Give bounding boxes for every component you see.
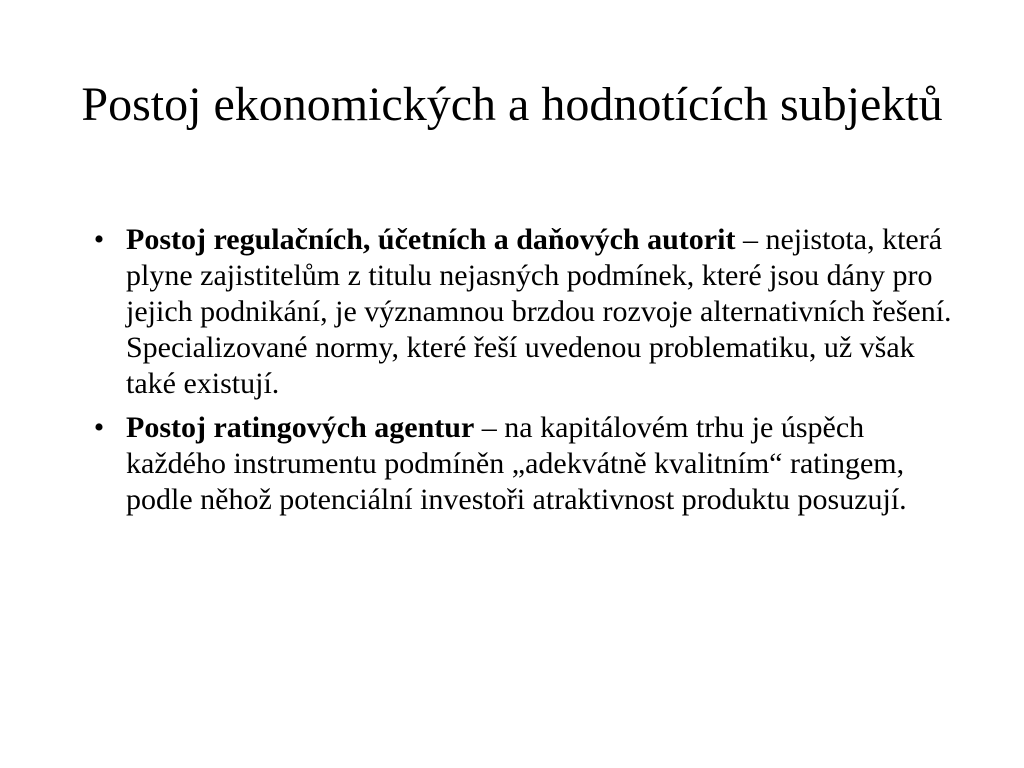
- bullet-item-regulatory: [84, 222, 964, 402]
- bullet-heading: Postoj ratingových agentur: [126, 411, 475, 444]
- bullet-text: [126, 223, 952, 400]
- slide-title: Postoj ekonomických a hodnotících subjektů: [81, 78, 943, 131]
- bullet-dot-icon: •: [93, 223, 105, 256]
- bullet-dot-icon: •: [93, 411, 105, 444]
- bullet-list: [84, 222, 964, 526]
- bullet-heading: Postoj regulačních, účetních a daňových autorit: [126, 223, 736, 256]
- bullet-text: [126, 411, 907, 516]
- bullet-body: – nejistota, která plyne zajistitelům z titulu nejasných podmínek, které jsou dány pro jejich podnikání, je významnou brzdou rozvoje alternativních řešení. Specializované normy, které řeší uvedenou problematiku, už však také existují.: [126, 223, 952, 400]
- bullet-item-rating: [84, 410, 964, 518]
- bullet-body: – na kapitálovém trhu je úspěch každého instrumentu podmíněn „adekvátně kvalitním“ ratingem, podle něhož potenciální investoři atraktivnost produktu posuzují.: [126, 411, 907, 516]
